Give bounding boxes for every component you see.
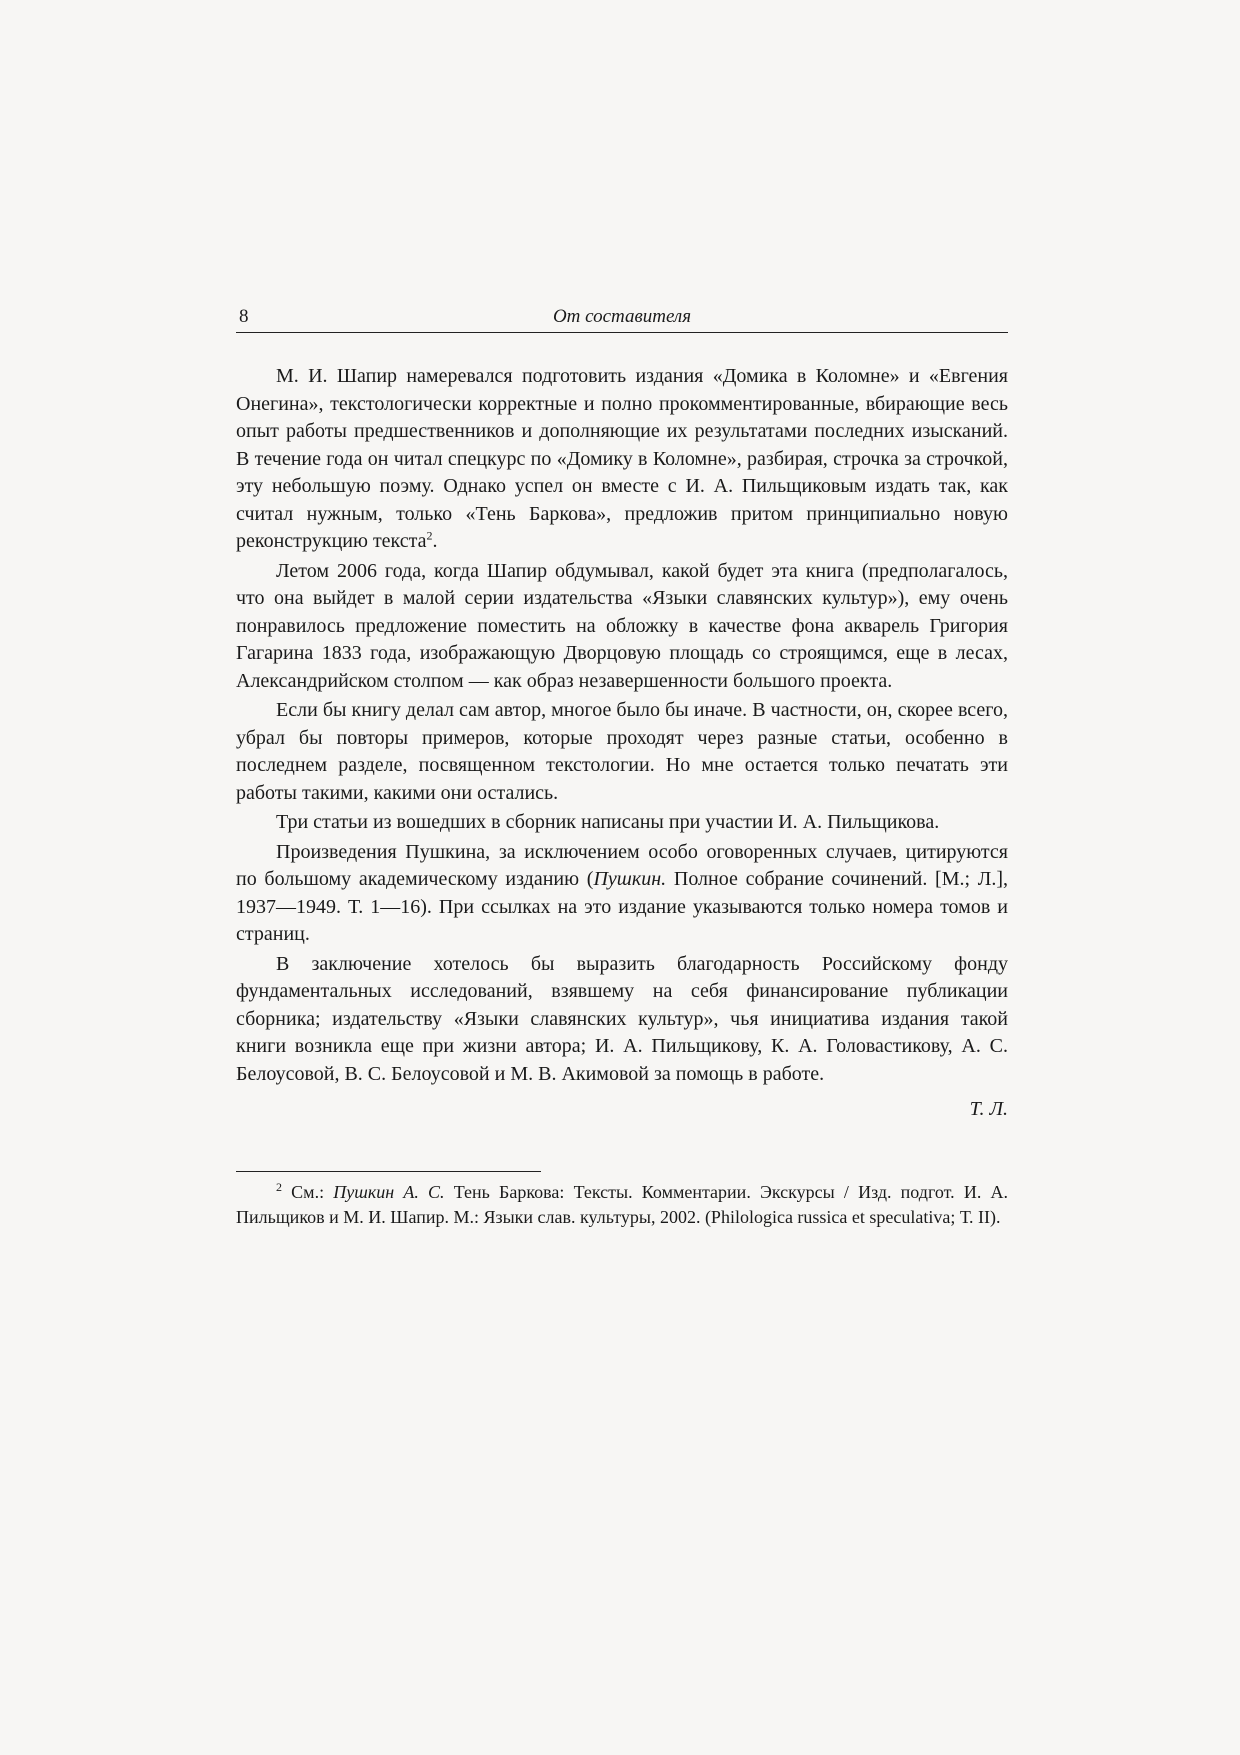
- paragraph-5: [236, 839, 1008, 949]
- page-number: 8: [239, 306, 249, 327]
- signature: Т. Л.: [969, 1098, 1008, 1120]
- paragraph-5-italic: Пушкин.: [593, 868, 667, 890]
- footnote: [236, 1180, 1008, 1230]
- book-page: [236, 302, 1008, 1248]
- paragraph-5-text-end: Полное собрание сочинений. [М.; Л.], 1937—1949. Т. 1—16). При ссылках на это издание указываются только номера томов и страниц.: [236, 868, 1008, 945]
- paragraph-3: Если бы книгу делал сам автор, многое было бы иначе. В частности, он, скорее всего, убрал бы повторы примеров, которые проходят через разные статьи, особенно в последнем разделе, посвященном текстологии. Но мне остается только печатать эти работы такими, какими они остались.: [236, 699, 1008, 804]
- footnote-number: 2: [276, 1180, 282, 1194]
- footnote-ref: 2: [426, 528, 433, 543]
- paragraph-2: Летом 2006 года, когда Шапир обдумывал, какой будет эта книга (предполагалось, что она выйдет в малой серии издательства «Языки славянских культур»), ему очень понравилось предложение поместить на обложку в качестве фона акварель Григория Гагарина 1833 года, изображающую Дворцовую площадь со строящимся, еще в лесах, Александрийском столпом — как образ незавершенности большого проекта.: [236, 559, 1008, 692]
- page-header: [236, 302, 1008, 333]
- main-text: [236, 363, 1008, 1088]
- footnote-text-start: См.:: [282, 1182, 334, 1202]
- footnote-italic: Пушкин А. С.: [333, 1182, 445, 1202]
- footnote-text-end: Тень Баркова: Тексты. Комментарии. Экскурсы / Изд. подгот. И. А. Пильщиков и М. И. Шапир. М.: Языки слав. культуры, 2002. (Philologica russica et speculativa; Т. II).: [236, 1182, 1008, 1227]
- paragraph-1-end: .: [432, 530, 438, 552]
- footnote-divider: [236, 1171, 541, 1172]
- paragraph-4: Три статьи из вошедших в сборник написаны при участии И. А. Пильщикова.: [276, 811, 940, 833]
- running-title: От составителя: [552, 306, 692, 327]
- paragraph-1-text: М. И. Шапир намеревался подготовить издания «Домика в Коломне» и «Евгения Онегина», текстологически корректные и полно прокомментированные, вбирающие весь опыт работы предшественников и дополняющие их результатами последних изысканий. В течение года он читал спецкурс по «Домику в Коломне», разбирая, строчка за строчкой, эту небольшую поэму. Однако успел он вместе с И. А. Пильщиковым издать так, как считал нужным, только «Тень Баркова», предложив притом принципиально новую реконструкцию текста: [236, 365, 1008, 552]
- paragraph-5-text-start: Произведения Пушкина, за исключением особо оговоренных случаев, цитируются по большому академическому изданию (: [236, 840, 1008, 890]
- paragraph-6: В заключение хотелось бы выразить благодарность Российскому фонду фундаментальных исследований, взявшему на себя финансирование публикации сборника; издательству «Языки славянских культур», чья инициатива издания такой книги возникла еще при жизни автора; И. А. Пильщикову, К. А. Головастикову, А. С. Белоусовой, В. С. Белоусовой и М. В. Акимовой за помощь в работе.: [236, 952, 1008, 1085]
- paragraph-1: [236, 363, 1008, 556]
